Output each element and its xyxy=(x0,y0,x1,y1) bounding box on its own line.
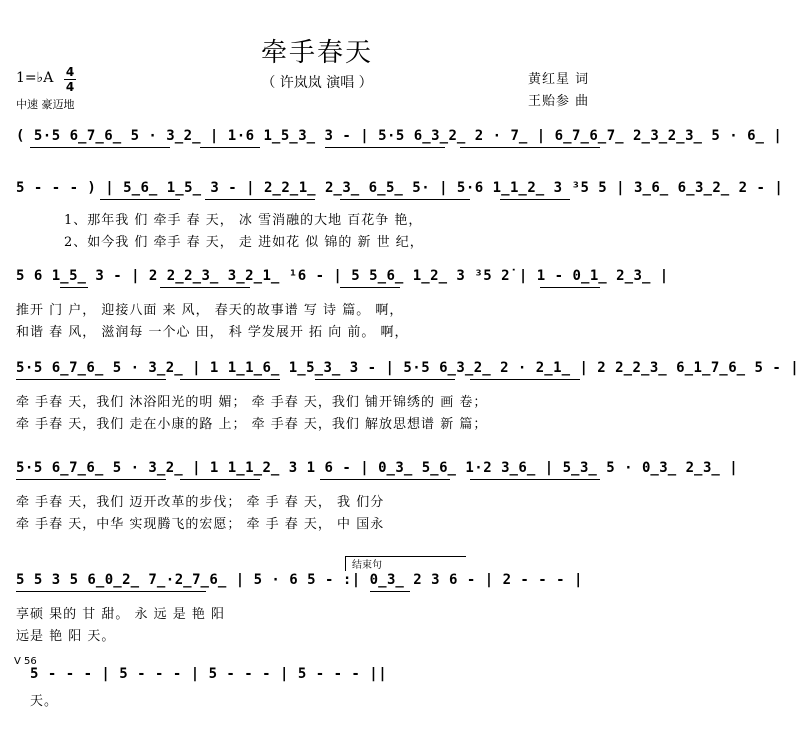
beam-line xyxy=(340,199,470,200)
notation-row-3: 5 6 1̲5̲ 3 - | 2 2̲2̲3̲ 3̲2̲1̲ ¹6 - | 5 5̲6̲ 1̲2̲ 3 ³5 2̇ | 1 - 0̲1̲ 2̲3̲ | xyxy=(16,268,669,284)
beam-line xyxy=(470,479,600,480)
beam-line xyxy=(315,379,455,380)
performer-subtitle: （ 许岚岚 演唱 ） xyxy=(261,75,373,91)
beam-line xyxy=(325,147,445,148)
song-title: 牵手春天 xyxy=(260,38,373,68)
lyric-line-verse-2: 牵 手春 天，我们 走在小康的路 上； 牵 手春 天，我们 解放思想谱 新 篇； xyxy=(16,417,488,432)
lyricist-credit: 黄红星 词 xyxy=(528,72,590,87)
beam-line xyxy=(540,287,600,288)
beam-line xyxy=(470,379,580,380)
notation-row-1: ( 5·5 6̲7̲6̲ 5 · 3̲2̲ | 1·6 1̲5̲3̲ 3 - | 5·5 6̲3̲2̲ 2 · 7̲ | 6̲7̲6̲7̲ 2̲3̲2̲3̲ 5 · 6̲ | xyxy=(16,128,783,144)
lyric-line-final: 天。 xyxy=(30,694,59,709)
beam-line xyxy=(205,199,315,200)
beam-line xyxy=(180,479,260,480)
beam-line xyxy=(500,199,570,200)
lyric-line-verse-2: 2、如今我 们 牵手 春 天， 走 进如花 似 锦的 新 世 纪， xyxy=(64,235,424,250)
lyric-line-verse-2: 远是 艳 阳 天。 xyxy=(16,629,116,644)
beam-line xyxy=(200,147,260,148)
notation-row-6: 5 5 3 5 6̲0̲2̲ 7̲·2̲7̲6̲ | 5 · 6 5 - :| 0̲3̲ 2 3 6 - | 2 - - - | xyxy=(16,572,583,588)
beam-line xyxy=(60,287,88,288)
beam-line xyxy=(180,379,280,380)
beam-line xyxy=(16,479,166,480)
notation-row-4: 5·5 6̲7̲6̲ 5 · 3̲2̲ | 1 1̲1̲6̲ 1̲5̲3̲ 3 - | 5·5 6̲3̲2̲ 2 · 2̲1̲ | 2 2̲2̲3̲ 6̲1̲7̲6̲ 5 - | xyxy=(16,360,799,376)
fermata-marker: V 56 xyxy=(14,656,37,667)
time-sig-top: 4 xyxy=(65,65,75,79)
notation-row-5: 5·5 6̲7̲6̲ 5 · 3̲2̲ | 1 1̲1̲2̲ 3 1 6 - | 0̲3̲ 5̲6̲ 1·2 3̲6̲ | 5̲3̲ 5 · 0̲3̲ 2̲3̲ | xyxy=(16,460,739,476)
beam-line xyxy=(460,147,600,148)
time-signature xyxy=(64,66,76,93)
beam-line xyxy=(16,591,206,592)
beam-line xyxy=(320,479,450,480)
composer-credit: 王贻参 曲 xyxy=(528,94,590,109)
lyric-line-verse-2: 牵 手春 天，中华 实现腾飞的宏愿； 牵 手 春 天， 中 国永 xyxy=(16,517,385,532)
beam-line xyxy=(30,147,170,148)
tempo-marking: 中速 豪迈地 xyxy=(16,98,75,111)
lyric-line-verse-2: 和谐 春 风， 滋润每 一个心 田， 科 学发展开 拓 向 前。 啊， xyxy=(16,325,409,340)
notation-row-7: 5 - - - | 5 - - - | 5 - - - | 5 - - - || xyxy=(30,666,388,682)
beam-line xyxy=(100,199,180,200)
ending-label: 结束句 xyxy=(352,560,382,571)
lyric-line-verse-1: 1、那年我 们 牵手 春 天， 冰 雪消融的大地 百花争 艳， xyxy=(64,213,423,228)
lyric-line-verse-1: 推开 门 户， 迎接八面 来 风， 春天的故事谱 写 诗 篇。 啊， xyxy=(16,303,404,318)
beam-line xyxy=(370,591,410,592)
lyric-line-verse-1: 牵 手春 天，我们 迈开改革的步伐； 牵 手 春 天， 我 们分 xyxy=(16,495,385,510)
beam-line xyxy=(16,379,166,380)
lyric-line-verse-1: 享硕 果的 甘 甜。 永 远 是 艳 阳 xyxy=(16,607,226,622)
time-sig-bottom: 4 xyxy=(65,80,75,94)
beam-line xyxy=(160,287,250,288)
beam-line xyxy=(340,287,400,288)
key-signature: 1=♭A xyxy=(16,70,54,86)
lyric-line-verse-1: 牵 手春 天，我们 沐浴阳光的明 媚； 牵 手春 天，我们 铺开锦绣的 画 卷； xyxy=(16,395,488,410)
notation-row-2: 5 - - - ) | 5̲6̲ 1̲5̲ 3 - | 2̲2̲1̲ 2̲3̲ 6̲5̲ 5· | 5·6 1̲1̲2̲ 3 ³5 5 | 3̲6̲ 6̲3̲2̲ 2 - | xyxy=(16,180,784,196)
